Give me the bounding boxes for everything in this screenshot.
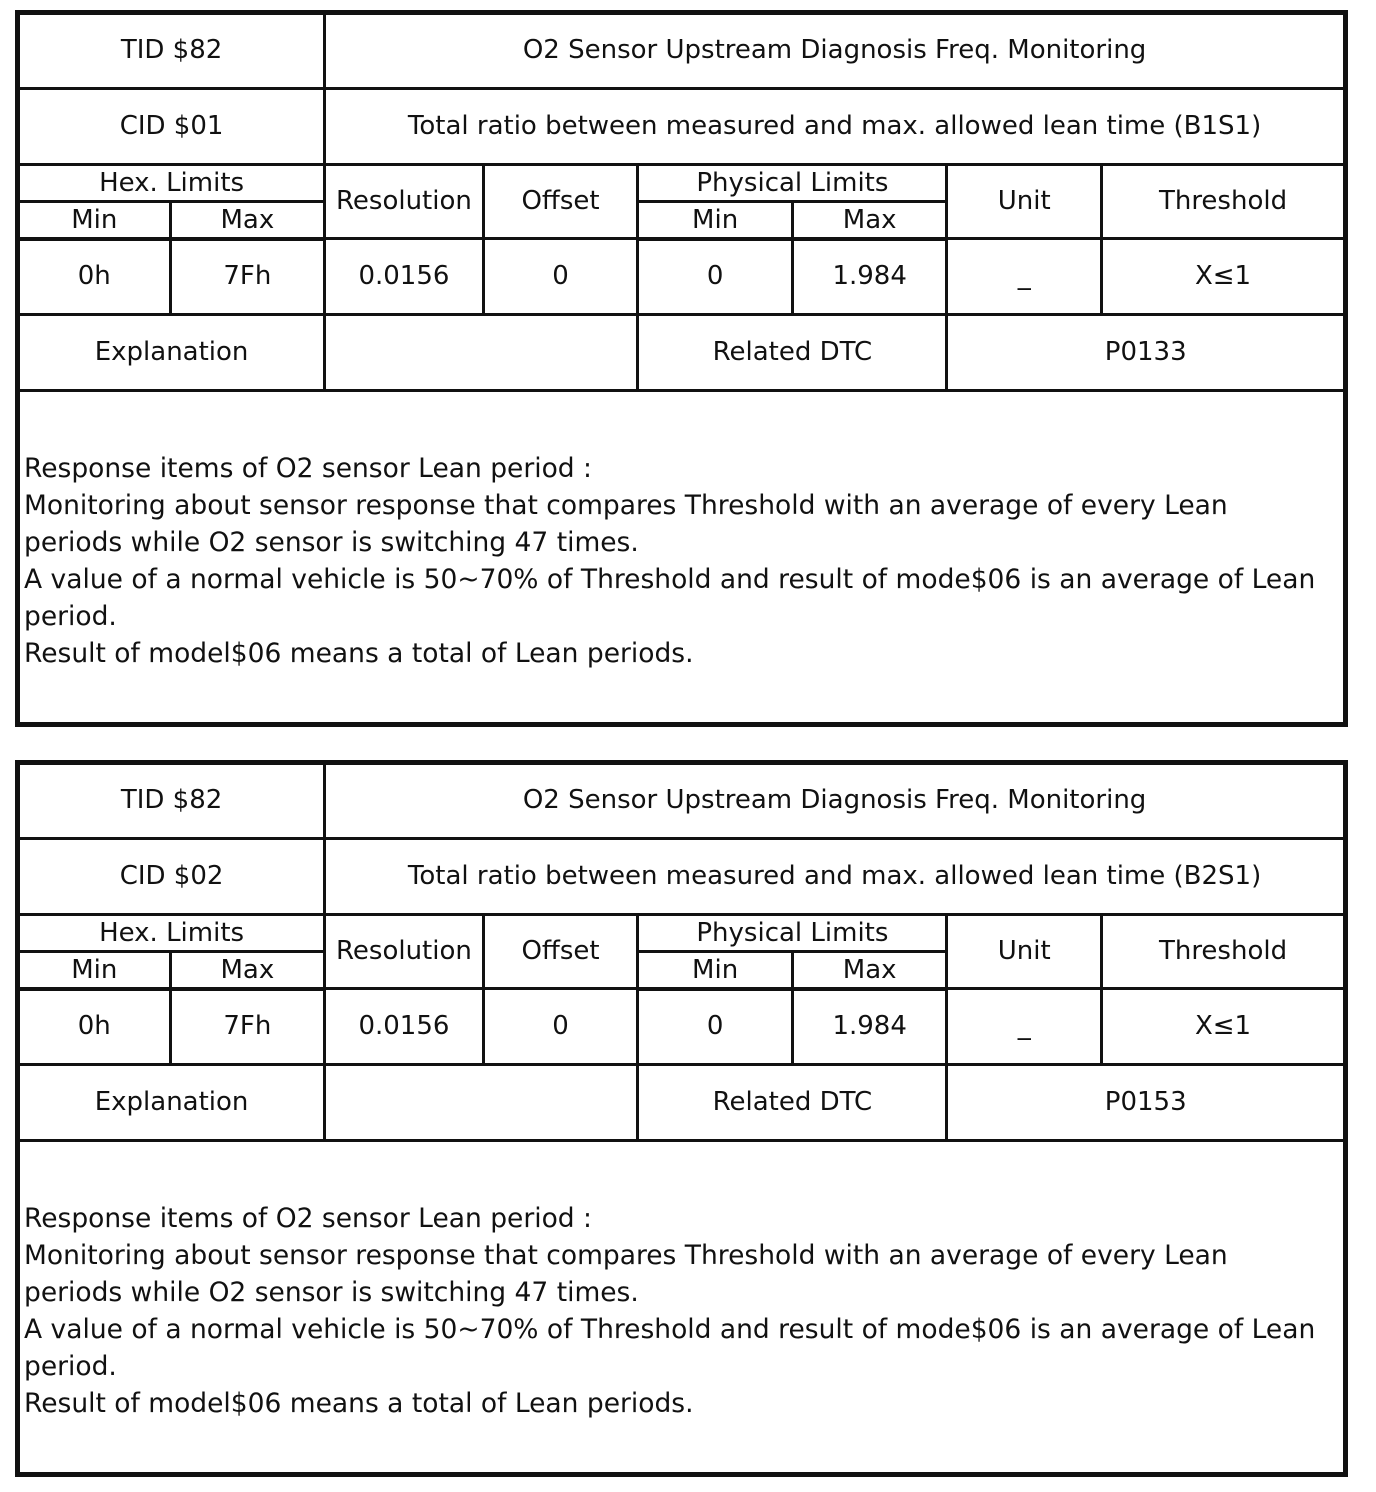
resolution-header: Resolution: [325, 165, 484, 239]
tid-label: TID $82: [18, 13, 325, 89]
tid-row: [18, 763, 1346, 839]
values-row: [18, 989, 1346, 1065]
explanation-line: Monitoring about sensor response that compares Threshold with an average of every Lean periods while O2 sensor is switching 47 times.: [24, 490, 1228, 558]
cid-row: [18, 839, 1346, 915]
related-dtc-label: Related DTC: [638, 315, 947, 391]
threshold-header: Threshold: [1102, 915, 1346, 989]
explanation-line: Result of model$06 means a total of Lean periods.: [24, 638, 694, 669]
hex-min-value: 0h: [18, 239, 171, 315]
tid-label: TID $82: [18, 763, 325, 839]
threshold-value: X≤1: [1102, 239, 1346, 315]
unit-header: Unit: [947, 165, 1102, 239]
offset-header: Offset: [483, 165, 638, 239]
offset-value: 0: [483, 989, 638, 1065]
explanation-text-row: [18, 1141, 1346, 1475]
explanation-row: [18, 1065, 1346, 1141]
phys-min-header: Min: [638, 952, 793, 989]
cid-description: Total ratio between measured and max. allowed lean time (B1S1): [325, 89, 1346, 165]
explanation-line: A value of a normal vehicle is 50~70% of Threshold and result of mode$06 is an average of Lean period.: [24, 564, 1316, 632]
threshold-header: Threshold: [1102, 165, 1346, 239]
values-row: [18, 239, 1346, 315]
explanation-label: Explanation: [18, 315, 325, 391]
hex-min-value: 0h: [18, 989, 171, 1065]
cid-label: CID $01: [18, 89, 325, 165]
explanation-line: Response items of O2 sensor Lean period :: [24, 453, 592, 484]
resolution-value: 0.0156: [325, 239, 484, 315]
threshold-value: X≤1: [1102, 989, 1346, 1065]
header-row: [18, 165, 1346, 202]
unit-value: _: [947, 239, 1102, 315]
cid-label: CID $02: [18, 839, 325, 915]
explanation-value: [325, 315, 638, 391]
phys-max-value: 1.984: [792, 239, 947, 315]
cid-row: [18, 89, 1346, 165]
offset-value: 0: [483, 239, 638, 315]
hex-min-header: Min: [18, 202, 171, 239]
offset-header: Offset: [483, 915, 638, 989]
explanation-label: Explanation: [18, 1065, 325, 1141]
monitor-table-2: [15, 760, 1348, 1477]
related-dtc-value: P0153: [947, 1065, 1346, 1141]
phys-min-value: 0: [638, 239, 793, 315]
related-dtc-label: Related DTC: [638, 1065, 947, 1141]
explanation-line: Result of model$06 means a total of Lean periods.: [24, 1388, 694, 1419]
cid-description: Total ratio between measured and max. allowed lean time (B2S1): [325, 839, 1346, 915]
physical-limits-header: Physical Limits: [638, 915, 947, 952]
related-dtc-value: P0133: [947, 315, 1346, 391]
resolution-value: 0.0156: [325, 989, 484, 1065]
hex-max-header: Max: [170, 952, 325, 989]
resolution-header: Resolution: [325, 915, 484, 989]
unit-value: _: [947, 989, 1102, 1065]
hex-max-header: Max: [170, 202, 325, 239]
hex-limits-header: Hex. Limits: [18, 915, 325, 952]
monitor-table-1: [15, 10, 1348, 727]
explanation-line: Response items of O2 sensor Lean period :: [24, 1203, 592, 1234]
explanation-line: A value of a normal vehicle is 50~70% of Threshold and result of mode$06 is an average of Lean period.: [24, 1314, 1316, 1382]
explanation-text: [18, 391, 1346, 725]
hex-max-value: 7Fh: [170, 989, 325, 1065]
phys-max-header: Max: [792, 202, 947, 239]
header-row: [18, 915, 1346, 952]
phys-max-header: Max: [792, 952, 947, 989]
phys-max-value: 1.984: [792, 989, 947, 1065]
explanation-row: [18, 315, 1346, 391]
tid-description: O2 Sensor Upstream Diagnosis Freq. Monitoring: [325, 13, 1346, 89]
explanation-value: [325, 1065, 638, 1141]
explanation-text: [18, 1141, 1346, 1475]
physical-limits-header: Physical Limits: [638, 165, 947, 202]
hex-limits-header: Hex. Limits: [18, 165, 325, 202]
phys-min-value: 0: [638, 989, 793, 1065]
phys-min-header: Min: [638, 202, 793, 239]
tid-description: O2 Sensor Upstream Diagnosis Freq. Monitoring: [325, 763, 1346, 839]
hex-max-value: 7Fh: [170, 239, 325, 315]
tid-row: [18, 13, 1346, 89]
explanation-line: Monitoring about sensor response that compares Threshold with an average of every Lean periods while O2 sensor is switching 47 times.: [24, 1240, 1228, 1308]
unit-header: Unit: [947, 915, 1102, 989]
hex-min-header: Min: [18, 952, 171, 989]
explanation-text-row: [18, 391, 1346, 725]
